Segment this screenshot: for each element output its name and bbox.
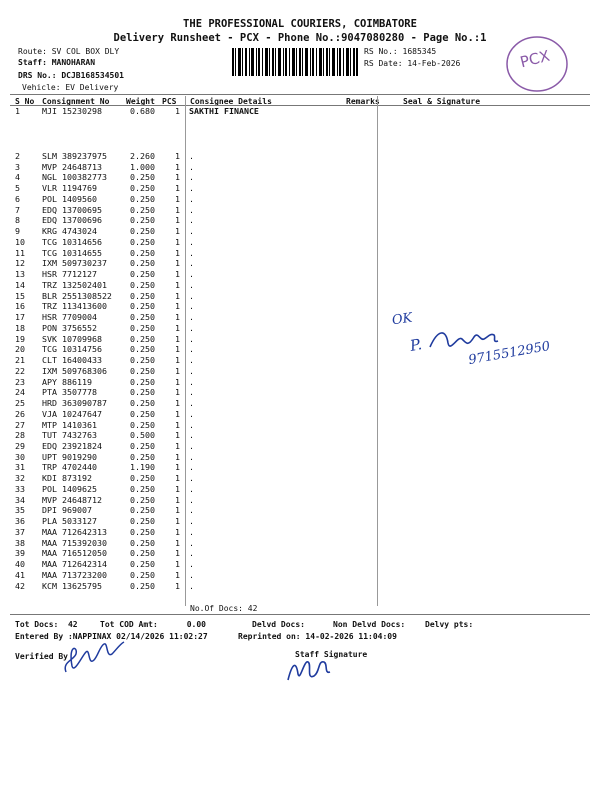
row-pcs: 1 [175, 462, 180, 473]
row-sno: 17 [15, 312, 25, 323]
row-consignment: HSR 7712127 [42, 269, 97, 280]
row-sno: 40 [15, 559, 25, 570]
table-row [0, 184, 600, 193]
table-row [0, 442, 600, 451]
row-consignment: TRZ 132502401 [42, 279, 107, 290]
row-weight: 0.250 [130, 451, 155, 462]
table-row [0, 227, 600, 236]
row-weight: 0.250 [130, 516, 155, 527]
row-consignee: . [189, 408, 194, 419]
row-weight: 0.250 [130, 440, 155, 451]
row-pcs: 1 [175, 376, 180, 387]
row-weight: 2.260 [130, 151, 155, 161]
row-weight: 0.250 [130, 580, 155, 591]
row-sno: 36 [15, 516, 25, 527]
table-row [0, 463, 600, 472]
table-row [0, 410, 600, 419]
row-pcs: 1 [175, 526, 180, 537]
row-weight: 0.250 [130, 398, 155, 409]
row-pcs: 1 [175, 301, 180, 312]
table-row [0, 335, 600, 344]
row-consignee: . [189, 301, 194, 312]
row-consignee: . [189, 258, 194, 269]
row-consignment: UPT 9019290 [42, 451, 97, 462]
row-weight: 0.250 [130, 247, 155, 258]
row-weight: 0.250 [130, 387, 155, 398]
row-sno: 10 [15, 236, 25, 247]
row-consignee: SAKTHI FINANCE [189, 106, 259, 116]
row-pcs: 1 [175, 355, 180, 366]
table-bottom-rule [10, 614, 590, 615]
row-consignment: PTA 3507778 [42, 387, 97, 398]
row-consignment: CLT 16400433 [42, 355, 102, 366]
row-weight: 0.250 [130, 279, 155, 290]
row-consignment: TUT 7432763 [42, 430, 97, 441]
row-pcs: 1 [175, 494, 180, 505]
row-consignee: . [189, 483, 194, 494]
row-sno: 5 [15, 183, 20, 194]
row-sno: 8 [15, 215, 20, 226]
row-consignment: VLR 1194769 [42, 183, 97, 194]
row-consignment: KDI 873192 [42, 473, 92, 484]
table-row [0, 206, 600, 215]
row-pcs: 1 [175, 580, 180, 591]
row-consignee: . [189, 494, 194, 505]
row-consignment: MAA 712642313 [42, 526, 107, 537]
row-weight: 0.250 [130, 559, 155, 570]
table-row [0, 496, 600, 505]
table-row [0, 453, 600, 462]
row-consignment: SLM 389237975 [42, 151, 107, 161]
row-sno: 31 [15, 462, 25, 473]
row-consignee: . [189, 559, 194, 570]
table-row [0, 324, 600, 333]
row-weight: 0.250 [130, 569, 155, 580]
row-weight: 0.250 [130, 236, 155, 247]
stamp-text: PCX [518, 46, 552, 72]
row-consignment: EDQ 13700695 [42, 204, 102, 215]
row-consignee: . [189, 236, 194, 247]
row-pcs: 1 [175, 226, 180, 237]
row-consignee: . [189, 462, 194, 473]
row-consignee: . [189, 279, 194, 290]
handwritten-receiver: P. [408, 335, 424, 355]
table-row [0, 270, 600, 279]
row-consignee: . [189, 290, 194, 301]
row-sno: 4 [15, 172, 20, 183]
row-consignee: . [189, 451, 194, 462]
row-pcs: 1 [175, 279, 180, 290]
table-row [0, 539, 600, 548]
row-sno: 32 [15, 473, 25, 484]
row-weight: 0.250 [130, 355, 155, 366]
row-sno: 37 [15, 526, 25, 537]
row-pcs: 1 [175, 440, 180, 451]
row-sno: 14 [15, 279, 25, 290]
row-sno: 41 [15, 569, 25, 580]
row-consignee: . [189, 548, 194, 559]
row-sno: 9 [15, 226, 20, 237]
tot-docs: Tot Docs: 42 [15, 620, 78, 629]
row-consignment: PON 3756552 [42, 322, 97, 333]
row-consignment: EDQ 13700696 [42, 215, 102, 226]
row-sno: 23 [15, 376, 25, 387]
row-consignment: TRP 4702440 [42, 462, 97, 473]
row-weight: 0.250 [130, 344, 155, 355]
row-consignment: BLR 2551308522 [42, 290, 112, 301]
row-consignee: . [189, 569, 194, 580]
col-consignment: Consignment No [42, 97, 110, 106]
table-row [0, 259, 600, 268]
col-weight: Weight [126, 97, 155, 106]
row-consignee: . [189, 204, 194, 215]
row-sno: 21 [15, 355, 25, 366]
row-sno: 38 [15, 537, 25, 548]
row-consignee: . [189, 172, 194, 183]
table-row [0, 302, 600, 311]
row-sno: 12 [15, 258, 25, 269]
row-sno: 7 [15, 204, 20, 215]
row-pcs: 1 [175, 419, 180, 430]
row-consignee: . [189, 312, 194, 323]
row-sno: 25 [15, 398, 25, 409]
row-pcs: 1 [175, 537, 180, 548]
row-weight: 0.680 [130, 106, 155, 116]
table-row [0, 163, 600, 172]
row-sno: 27 [15, 419, 25, 430]
row-consignment: TRZ 113413600 [42, 301, 107, 312]
row-consignment: MVP 24648712 [42, 494, 102, 505]
route-label: Route: SV COL BOX DLY [18, 47, 120, 56]
row-consignment: IXM 509768306 [42, 365, 107, 376]
delvy-pts: Delvy pts: [425, 620, 474, 629]
row-consignment: MAA 716512050 [42, 548, 107, 559]
row-pcs: 1 [175, 236, 180, 247]
row-pcs: 1 [175, 290, 180, 301]
staff-label: Staff: MANOHARAN [18, 58, 96, 67]
reprinted-on: Reprinted on: 14-02-2026 11:04:09 [238, 632, 397, 641]
table-row [0, 152, 600, 161]
rs-number: RS No.: 1685345 [364, 47, 437, 56]
row-consignment: HSR 7709004 [42, 312, 97, 323]
row-weight: 0.250 [130, 183, 155, 194]
row-pcs: 1 [175, 204, 180, 215]
company-title: THE PROFESSIONAL COURIERS, COIMBATORE [183, 18, 417, 30]
row-consignment: TCG 10314756 [42, 344, 102, 355]
row-sno: 39 [15, 548, 25, 559]
row-consignee: . [189, 161, 194, 172]
row-weight: 0.250 [130, 376, 155, 387]
row-pcs: 1 [175, 322, 180, 333]
verifier-signature [60, 636, 130, 678]
table-row [0, 549, 600, 558]
row-weight: 1.000 [130, 161, 155, 172]
row-consignment: TCG 10314655 [42, 247, 102, 258]
row-pcs: 1 [175, 398, 180, 409]
row-consignee: . [189, 247, 194, 258]
table-row [0, 367, 600, 376]
non-delvd-docs: Non Delvd Docs: [333, 620, 406, 629]
row-pcs: 1 [175, 451, 180, 462]
row-weight: 0.250 [130, 215, 155, 226]
row-sno: 30 [15, 451, 25, 462]
row-consignee: . [189, 269, 194, 280]
row-pcs: 1 [175, 559, 180, 570]
row-consignee: . [189, 226, 194, 237]
row-consignment: KRG 4743024 [42, 226, 97, 237]
row-pcs: 1 [175, 548, 180, 559]
row-consignee: . [189, 387, 194, 398]
pcx-stamp [504, 34, 570, 94]
col-sno: S No [15, 97, 35, 106]
row-weight: 0.250 [130, 419, 155, 430]
row-consignment: VJA 10247647 [42, 408, 102, 419]
no-of-docs: No.Of Docs: 42 [190, 604, 258, 613]
row-consignee: . [189, 183, 194, 194]
row-pcs: 1 [175, 408, 180, 419]
row-weight: 0.250 [130, 193, 155, 204]
handwritten-phone: 9715512950 [467, 338, 552, 369]
row-sno: 20 [15, 344, 25, 355]
row-consignee: . [189, 376, 194, 387]
table-row [0, 173, 600, 182]
row-consignment: TCG 10314656 [42, 236, 102, 247]
row-consignment: KCM 13625795 [42, 580, 102, 591]
drs-label: DRS No.: DCJB168534501 [18, 71, 124, 80]
row-pcs: 1 [175, 193, 180, 204]
row-weight: 0.250 [130, 301, 155, 312]
row-sno: 24 [15, 387, 25, 398]
row-consignment: NGL 100382773 [42, 172, 107, 183]
entered-by: Entered By :NAPPINAX 02/14/2026 11:02:27 [15, 632, 208, 641]
row-sno: 28 [15, 430, 25, 441]
row-pcs: 1 [175, 172, 180, 183]
row-weight: 0.250 [130, 312, 155, 323]
row-sno: 6 [15, 193, 20, 204]
row-consignment: MTP 1410361 [42, 419, 97, 430]
row-consignee: . [189, 473, 194, 484]
row-pcs: 1 [175, 430, 180, 441]
row-consignee: . [189, 215, 194, 226]
row-consignment: MAA 715392030 [42, 537, 107, 548]
row-weight: 0.250 [130, 333, 155, 344]
row-consignee: . [189, 440, 194, 451]
row-pcs: 1 [175, 183, 180, 194]
row-sno: 16 [15, 301, 25, 312]
row-weight: 0.250 [130, 258, 155, 269]
staff-signature-mark [284, 652, 334, 686]
row-consignment: MVP 24648713 [42, 161, 102, 172]
row-sno: 18 [15, 322, 25, 333]
row-consignee: . [189, 537, 194, 548]
table-row [0, 421, 600, 430]
table-row [0, 582, 600, 591]
row-consignee: . [189, 505, 194, 516]
table-row [0, 517, 600, 526]
row-weight: 0.250 [130, 172, 155, 183]
row-sno: 2 [15, 151, 20, 161]
table-row [0, 571, 600, 580]
row-sno: 11 [15, 247, 25, 258]
row-consignee: . [189, 322, 194, 333]
row-weight: 0.250 [130, 269, 155, 280]
row-consignee: . [189, 398, 194, 409]
table-row [0, 388, 600, 397]
row-weight: 0.250 [130, 473, 155, 484]
row-weight: 1.190 [130, 462, 155, 473]
table-row [0, 485, 600, 494]
row-pcs: 1 [175, 344, 180, 355]
row-weight: 0.250 [130, 290, 155, 301]
row-weight: 0.250 [130, 322, 155, 333]
row-weight: 0.250 [130, 526, 155, 537]
row-pcs: 1 [175, 258, 180, 269]
table-row [0, 195, 600, 204]
table-row [0, 216, 600, 225]
row-consignment: SVK 10709968 [42, 333, 102, 344]
table-row [0, 249, 600, 258]
rs-date: RS Date: 14-Feb-2026 [364, 59, 461, 68]
table-top-rule [10, 94, 590, 95]
row-consignee: . [189, 516, 194, 527]
row-weight: 0.250 [130, 483, 155, 494]
table-row [0, 399, 600, 408]
row-consignee: . [189, 580, 194, 591]
row-pcs: 1 [175, 312, 180, 323]
row-sno: 13 [15, 269, 25, 280]
barcode [232, 48, 358, 76]
col-pcs: PCS [162, 97, 177, 106]
row-consignee: . [189, 355, 194, 366]
staff-signature: Staff Signature [295, 650, 368, 659]
row-weight: 0.250 [130, 226, 155, 237]
col-consignee: Consignee Details [190, 97, 272, 106]
table-row [0, 107, 600, 116]
row-pcs: 1 [175, 151, 180, 161]
table-row [0, 474, 600, 483]
row-pcs: 1 [175, 247, 180, 258]
row-pcs: 1 [175, 215, 180, 226]
table-row [0, 378, 600, 387]
row-consignment: MAA 713723200 [42, 569, 107, 580]
row-pcs: 1 [175, 473, 180, 484]
runsheet-title: Delivery Runsheet - PCX - Phone No.:9047080280 - Page No.:1 [113, 32, 487, 44]
row-pcs: 1 [175, 333, 180, 344]
row-sno: 26 [15, 408, 25, 419]
table-row [0, 313, 600, 322]
col-remarks: Remarks [346, 97, 380, 106]
row-consignment: PLA 5033127 [42, 516, 97, 527]
table-row [0, 431, 600, 440]
row-weight: 0.250 [130, 204, 155, 215]
row-consignee: . [189, 365, 194, 376]
table-row [0, 506, 600, 515]
handwritten-ok: OK [391, 310, 414, 329]
row-weight: 0.250 [130, 408, 155, 419]
row-pcs: 1 [175, 269, 180, 280]
row-consignee: . [189, 151, 194, 161]
row-consignment: APY 886119 [42, 376, 92, 387]
table-row [0, 292, 600, 301]
row-sno: 22 [15, 365, 25, 376]
col-seal: Seal & Signature [403, 97, 481, 106]
row-consignee: . [189, 344, 194, 355]
tot-cod: Tot COD Amt: 0.00 [100, 620, 206, 629]
row-sno: 42 [15, 580, 25, 591]
row-consignment: DPI 969007 [42, 505, 92, 516]
row-pcs: 1 [175, 387, 180, 398]
row-sno: 34 [15, 494, 25, 505]
row-weight: 0.250 [130, 537, 155, 548]
table-row [0, 560, 600, 569]
row-sno: 29 [15, 440, 25, 451]
row-weight: 0.500 [130, 430, 155, 441]
delvd-docs: Delvd Docs: [252, 620, 305, 629]
row-consignee: . [189, 526, 194, 537]
row-pcs: 1 [175, 505, 180, 516]
row-consignment: HRD 363090787 [42, 398, 107, 409]
row-consignment: IXM 509730237 [42, 258, 107, 269]
row-sno: 19 [15, 333, 25, 344]
row-consignment: EDQ 23921824 [42, 440, 102, 451]
row-sno: 1 [15, 106, 20, 116]
row-weight: 0.250 [130, 494, 155, 505]
table-row [0, 238, 600, 247]
row-consignee: . [189, 333, 194, 344]
row-consignment: MAA 712642314 [42, 559, 107, 570]
row-consignee: . [189, 193, 194, 204]
row-consignment: POL 1409625 [42, 483, 97, 494]
row-pcs: 1 [175, 516, 180, 527]
row-sno: 15 [15, 290, 25, 301]
row-pcs: 1 [175, 569, 180, 580]
row-sno: 33 [15, 483, 25, 494]
row-pcs: 1 [175, 161, 180, 172]
row-weight: 0.250 [130, 548, 155, 559]
row-weight: 0.250 [130, 505, 155, 516]
row-consignment: POL 1409560 [42, 193, 97, 204]
vehicle-label: Vehicle: EV Delivery [22, 83, 119, 92]
row-pcs: 1 [175, 365, 180, 376]
table-row [0, 528, 600, 537]
verified-by: Verified By [15, 652, 68, 661]
row-pcs: 1 [175, 106, 180, 116]
row-sno: 35 [15, 505, 25, 516]
row-consignment: MJI 15230298 [42, 106, 102, 116]
row-pcs: 1 [175, 483, 180, 494]
row-consignee: . [189, 430, 194, 441]
row-weight: 0.250 [130, 365, 155, 376]
table-row [0, 281, 600, 290]
row-sno: 3 [15, 161, 20, 172]
row-consignee: . [189, 419, 194, 430]
